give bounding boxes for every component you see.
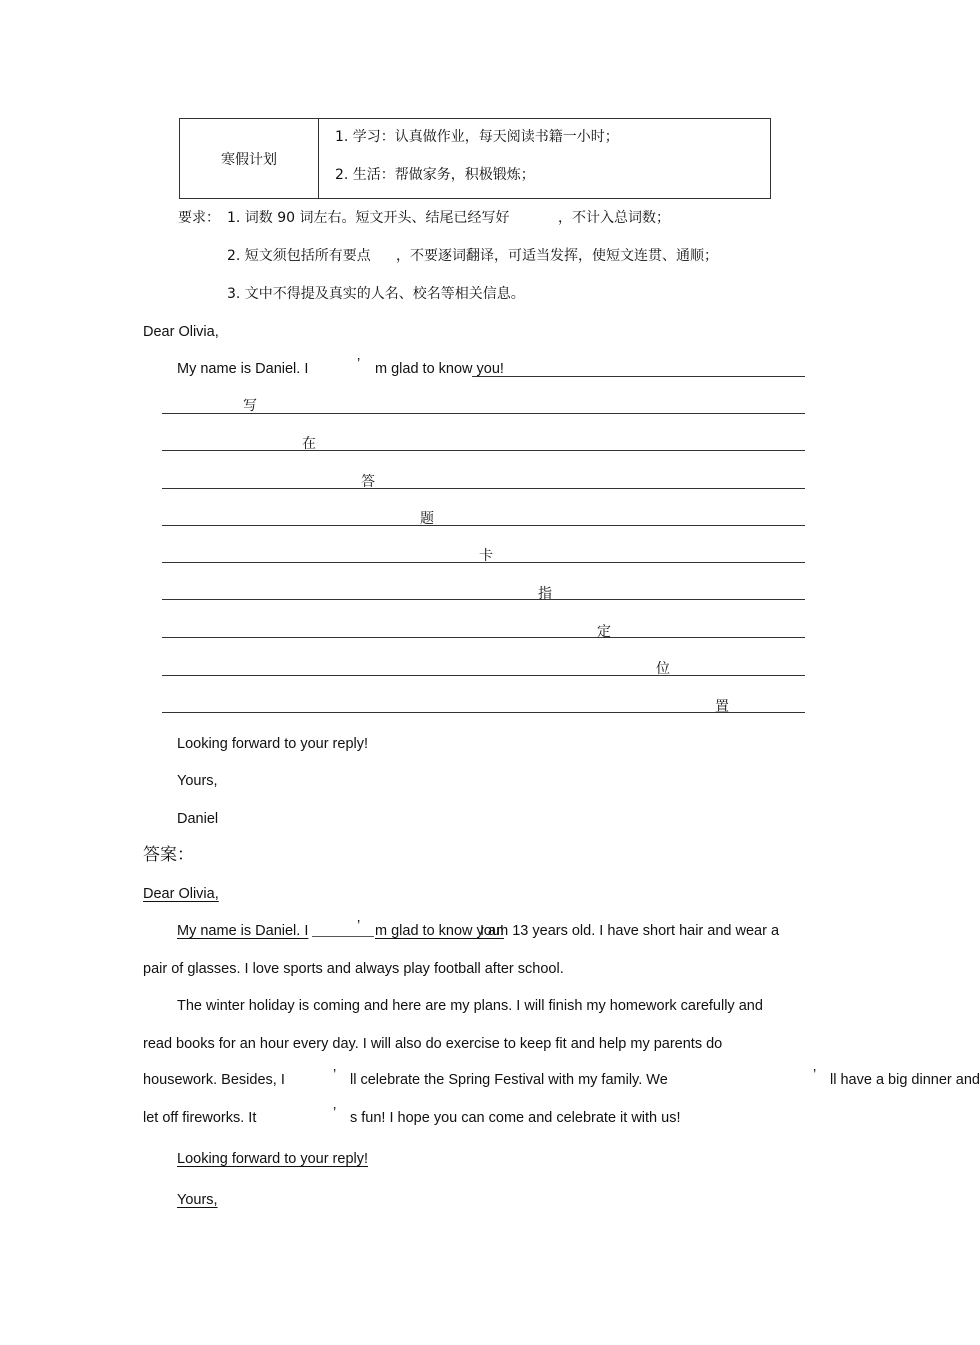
answer-line: My name is Daniel. I (177, 923, 309, 939)
plan-item: 1. 学习：认真做作业，每天阅读书籍一小时； (335, 129, 619, 145)
answer-line: The winter holiday is coming and here are my plans. I will finish my homework carefully and (177, 998, 763, 1014)
writing-line (472, 376, 805, 377)
apostrophe: ’ (813, 1067, 817, 1083)
requirement-item: 2. 短文须包括所有要点 (227, 248, 371, 264)
requirement-item: 3. 文中不得提及真实的人名、校名等相关信息。 (227, 286, 525, 302)
answer-line: pair of glasses. I love sports and always play football after school. (143, 961, 564, 977)
letter-signoff: Yours, (177, 773, 218, 789)
answer-sheet-char: 位 (656, 661, 670, 677)
answer-signoff: Yours, (177, 1192, 218, 1208)
answer-line: s fun! I hope you can come and celebrate it with us! (350, 1110, 681, 1126)
letter-opening: m glad to know you! (375, 361, 504, 377)
requirement-item: 1. 词数 90 词左右。短文开头、结尾已经写好 (227, 210, 510, 226)
requirement-item: ，不计入总词数； (558, 210, 670, 226)
requirements-label: 要求： (178, 210, 220, 226)
answer-greeting: Dear Olivia, (143, 886, 219, 902)
apostrophe: ’ (333, 1105, 337, 1121)
answer-sheet-char: 在 (302, 436, 316, 452)
writing-line (162, 413, 805, 414)
answer-line: I am 13 years old. I have short hair and wear a (480, 923, 780, 939)
plan-item: 2. 生活：帮做家务，积极锻炼； (335, 167, 535, 183)
answer-line: let off fireworks. It (143, 1110, 257, 1126)
writing-line (162, 488, 805, 489)
answer-line: read books for an hour every day. I will also do exercise to keep fit and help my parents do (143, 1036, 723, 1052)
answer-label: 答案： (143, 845, 194, 865)
answer-line: m glad to know you! (375, 923, 504, 939)
writing-line (162, 599, 805, 600)
apostrophe: ’ (333, 1067, 337, 1083)
answer-sheet-char: 答 (361, 474, 375, 490)
answer-line: ll celebrate the Spring Festival with my family. We (350, 1072, 668, 1088)
writing-line (162, 637, 805, 638)
answer-line: ll have a big dinner and (830, 1072, 980, 1088)
letter-closing: Looking forward to your reply! (177, 736, 369, 752)
writing-line (162, 450, 805, 451)
apostrophe: ’ (357, 918, 361, 934)
plan-table-header: 寒假计划 (180, 119, 319, 198)
letter-opening: My name is Daniel. I (177, 361, 309, 377)
writing-line (162, 675, 805, 676)
answer-sheet-char: 指 (538, 586, 552, 602)
plan-table (179, 118, 771, 199)
letter-greeting: Dear Olivia, (143, 324, 219, 340)
apostrophe: ’ (357, 356, 361, 372)
letter-signature: Daniel (177, 811, 219, 827)
writing-line (162, 712, 805, 713)
answer-sheet-char: 题 (420, 511, 434, 527)
answer-sheet-char: 置 (715, 699, 729, 715)
underline (312, 936, 374, 937)
answer-line: housework. Besides, I (143, 1072, 285, 1088)
answer-sheet-char: 写 (243, 398, 257, 414)
answer-sheet-char: 卡 (479, 548, 493, 564)
requirement-item: ，不要逐词翻译，可适当发挥，使短文连贯、通顺； (396, 248, 718, 264)
writing-line (162, 525, 805, 526)
answer-sheet-char: 定 (597, 624, 611, 640)
answer-closing: Looking forward to your reply! (177, 1151, 369, 1167)
